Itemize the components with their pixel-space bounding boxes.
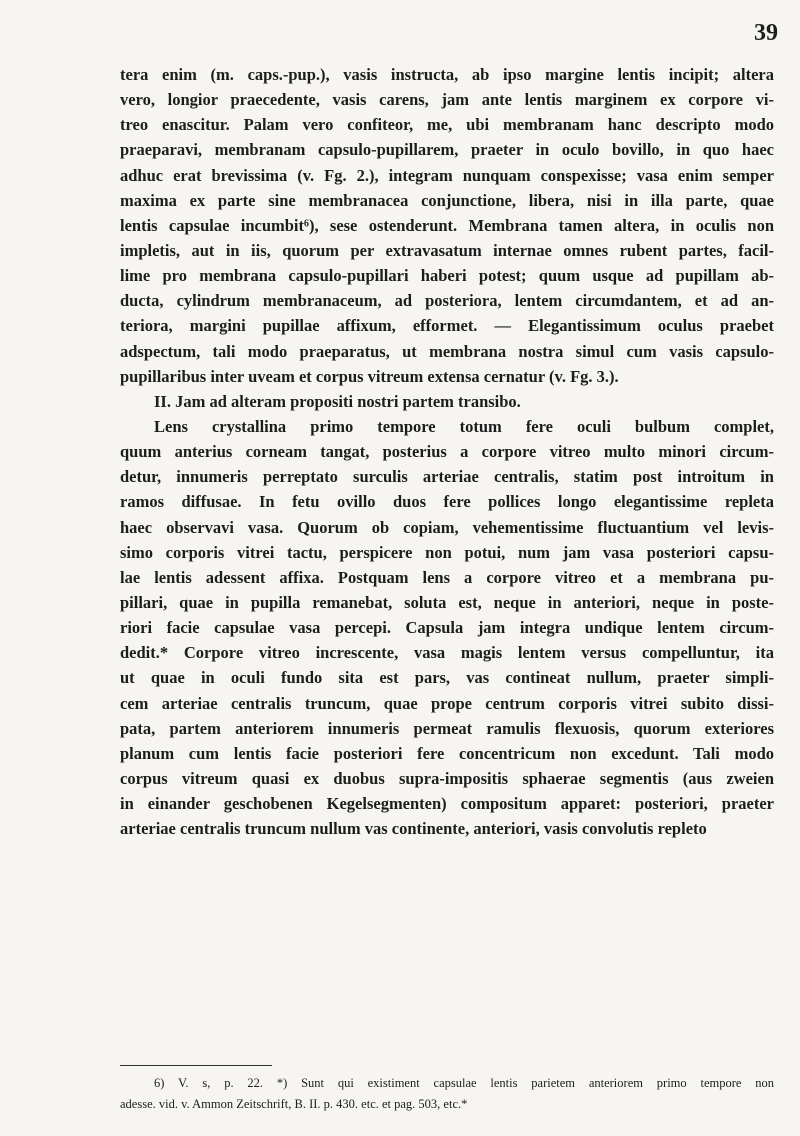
- text-line: planum cum lentis facie posteriori fere concentricum non excedunt. Tali modo: [120, 743, 774, 763]
- footnotes: [120, 1073, 774, 1115]
- text-line: pillari, quae in pupilla remanebat, soluta est, neque in anteriori, neque in poste-: [120, 592, 774, 612]
- text-line: praeparavi, membranam capsulo-pupillarem, praeter in oculo bovillo, in quo haec: [120, 140, 774, 160]
- text-line: lae lentis adessent affixa. Postquam lens a corpore vitreo et a membrana pu-: [120, 567, 774, 587]
- body-text: [120, 62, 774, 841]
- text-line: riori facie capsulae vasa percepi. Capsula jam integra undique lentem circum-: [120, 618, 774, 638]
- text-line: arteriae centralis truncum nullum vas continente, anteriori, vasis convolutis repleto: [120, 819, 707, 839]
- page-number: 39: [754, 20, 778, 46]
- text-line: pata, partem anteriorem innumeris permeat ramulis flexuosis, quorum exteriores: [120, 718, 774, 738]
- text-line: adspectum, tali modo praeparatus, ut membrana nostra simul cum vasis capsulo-: [120, 341, 774, 361]
- text-line: corpus vitreum quasi ex duobus supra-impositis sphaerae segmentis (aus zweien: [120, 768, 774, 788]
- text-line: ducta, cylindrum membranaceum, ad posteriora, lentem circumdantem, et ad an-: [120, 291, 774, 311]
- text-line: tera enim (m. caps.-pup.), vasis instructa, ab ipso margine lentis incipit; altera: [120, 65, 774, 84]
- text-line: adhuc erat brevissima (v. Fg. 2.), integram nunquam conspexisse; vasa enim semper: [120, 165, 774, 185]
- text-line: cem arteriae centralis truncum, quae prope centrum corporis vitrei subito dissi-: [120, 693, 774, 713]
- text-line: quum anterius corneam tangat, posterius a corpore vitreo multo minori circum-: [120, 442, 774, 462]
- text-line: lentis capsulae incumbit⁶), sese ostenderunt. Membrana tamen altera, in oculis non: [120, 215, 774, 235]
- text-line: dedit.* Corpore vitreo increscente, vasa magis lentem versus compelluntur, ita: [120, 643, 774, 663]
- text-line: ut quae in oculi fundo sita est pars, vas contineat nullum, praeter simpli-: [120, 668, 774, 688]
- text-line: detur, innumeris perreptato surculis arteriae centralis, statim post introitum in: [120, 467, 774, 487]
- text-line: impletis, aut in iis, quorum per extravasatum internae omnes rubent partes, facil-: [120, 240, 774, 260]
- text-line: lime pro membrana capsulo-pupillari haberi potest; quum usque ad pupillam ab-: [120, 266, 774, 286]
- text-line: pupillaribus inter uveam et corpus vitreum extensa cernatur (v. Fg. 3.).: [120, 366, 619, 386]
- text-line: haec observavi vasa. Quorum ob copiam, vehementissime fluctuantium vel levis-: [120, 517, 774, 537]
- text-line: simo corporis vitrei tactu, perspicere non potui, num jam vasa posteriori capsu-: [120, 542, 774, 562]
- text-line: in einander geschobenen Kegelsegmenten) compositum apparet: posteriori, praeter: [120, 794, 774, 814]
- section-heading: II. Jam ad alteram propositi nostri partem transibo.: [154, 391, 521, 411]
- text-line: Lens crystallina primo tempore totum fere oculi bulbum complet,: [154, 416, 774, 436]
- footnote-line: 6) V. s, p. 22. *) Sunt qui existiment capsulae lentis parietem anteriorem primo tempore non: [154, 1076, 774, 1090]
- text-line: ramos diffusae. In fetu ovillo duos fere pollices longo elegantissime repleta: [120, 492, 774, 512]
- text-line: treo enascitur. Palam vero confiteor, me, ubi membranam hanc descripto modo: [120, 115, 774, 135]
- text-line: teriora, margini pupillae affixum, efformet. — Elegantissimum oculus praebet: [120, 316, 774, 336]
- text-line: maxima ex parte sine membranacea conjunctione, libera, nisi in illa parte, quae: [120, 190, 774, 210]
- text-line: vero, longior praecedente, vasis carens, jam ante lentis marginem ex corpore vi-: [120, 90, 774, 110]
- footnote-line: adesse. vid. v. Ammon Zeitschrift, B. II. p. 430. etc. et pag. 503, etc.*: [120, 1097, 468, 1111]
- footnote-divider: [120, 1065, 272, 1066]
